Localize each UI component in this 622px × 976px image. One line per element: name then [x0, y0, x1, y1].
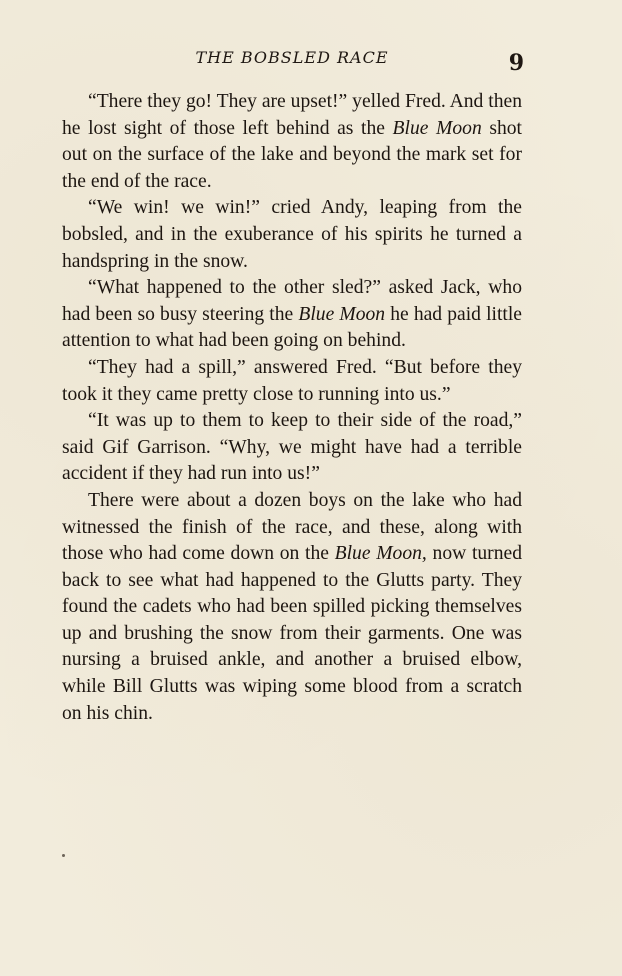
paragraph-6: [62, 488, 522, 727]
body-text: [62, 89, 522, 727]
text-run: “It was up to them to keep to their side of the road,” said Gif Garrison. “Why, we might have had a terrible accident if they had run into us!”: [62, 410, 522, 485]
text-run: “There they go! They are upset!” yelled Fred. And then he lost sight of those left behind as the: [62, 91, 522, 139]
text-run: he had paid little attention to what had been going on behind.: [62, 303, 522, 352]
text-run: now turned back to see what had happened to the Glutts party. They found the cadets who had been spilled picking themselves up and brushing the snow from their garments. One was nursing a bruised ankle, and another a bruised elbow, while Bill Glutts was wiping some blood from a scratch on his chin.: [62, 543, 522, 724]
paragraph-2: [62, 195, 522, 275]
paragraph-3: [62, 275, 522, 355]
text-run: There were about a dozen boys on the lake who had witnessed the finish of the race, and these, along with those who had come down on the: [62, 489, 522, 565]
italic-run: Blue Moon: [298, 303, 386, 325]
ink-speck: [62, 854, 65, 857]
italic-run: Blue Moon,: [334, 543, 427, 565]
paragraph-1: [62, 89, 522, 195]
italic-run: Blue Moon: [392, 117, 482, 139]
text-run: shot out on the surface of the lake and beyond the mark set for the end of the race.: [62, 117, 522, 192]
text-run: “We win! we win!” cried Andy, leaping from the bobsled, and in the exuberance of his spirits he turned a handspring in the snow.: [62, 197, 522, 272]
text-run: “They had a spill,” answered Fred. “But before they took it they came pretty close to running into us.”: [62, 356, 522, 405]
page-number: 9: [508, 50, 524, 76]
text-run: “What happened to the other sled?” asked Jack, who had been so busy steering the: [62, 277, 522, 325]
paragraph-4: [62, 355, 522, 408]
running-title: THE BOBSLED RACE: [195, 48, 389, 67]
paragraph-5: [62, 408, 522, 488]
running-header: [62, 48, 524, 76]
